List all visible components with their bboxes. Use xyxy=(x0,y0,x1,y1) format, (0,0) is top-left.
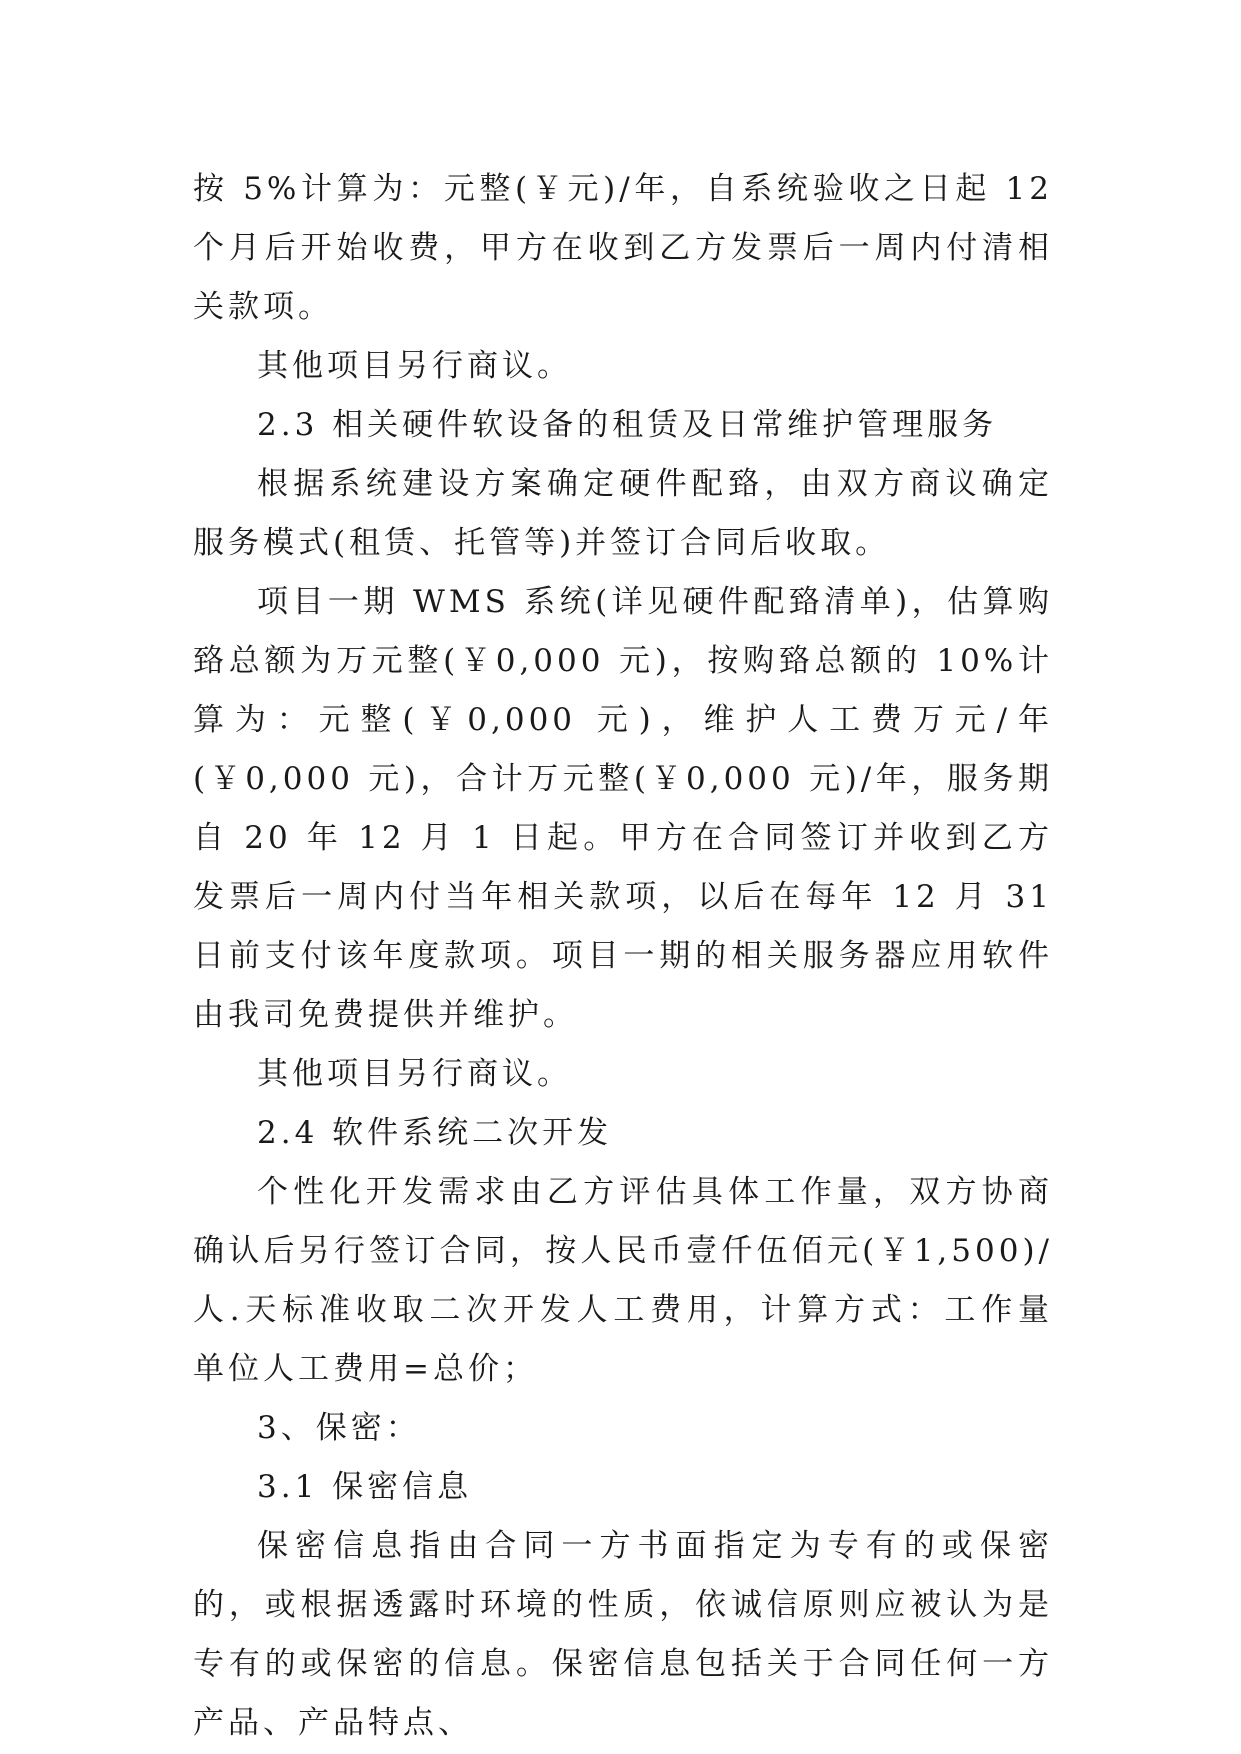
document-body xyxy=(193,160,1053,1753)
paragraph-other-projects-1: 其他项目另行商议。 xyxy=(257,348,572,384)
paragraph-custom-development: 个性化开发需求由乙方评估具体工作量，双方协商确认后另行签订合同，按人民币壹仟伍佰元(￥1,500)/人.天标准收取二次开发人工费用，计算方式：工作量 单位人工费用=总价； xyxy=(193,1174,1053,1387)
paragraph-hardware-config: 根据系统建设方案确定硬件配臵，由双方商议确定服务模式(租赁、托管等)并签订合同后收取。 xyxy=(193,466,1053,561)
paragraph-other-projects-2: 其他项目另行商议。 xyxy=(257,1056,572,1092)
section-heading-2-3: 2.3 相关硬件软设备的租赁及日常维护管理服务 xyxy=(257,407,998,443)
paragraph-wms-phase-one: 项目一期 WMS 系统(详见硬件配臵清单)，估算购臵总额为万元整(￥0,000 元)，按购臵总额的 10%计算为：元整(￥0,000 元)，维护人工费万元/年(￥0,000 元)，合计万元整(￥0,000 元)/年，服务期自 20 年 12 月 1 日起。甲方在合同签订并收到乙方发票后一周内付当年相关款项，以后在每年 12 月 31 日前支付该年度款项。项目一期的相关服务器应用软件由我司免费提供并维护。 xyxy=(193,584,1053,1033)
section-heading-3-1: 3.1 保密信息 xyxy=(257,1469,473,1505)
paragraph-confidential-definition: 保密信息指由合同一方书面指定为专有的或保密的，或根据透露时环境的性质，依诚信原则应被认为是专有的或保密的信息。保密信息包括关于合同任何一方产品、产品特点、 xyxy=(193,1528,1053,1741)
section-heading-3: 3、保密： xyxy=(257,1410,421,1446)
paragraph-fee-calculation: 按 5%计算为：元整(￥元)/年，自系统验收之日起 12 个月后开始收费，甲方在收到乙方发票后一周内付清相关款项。 xyxy=(193,171,1053,325)
section-heading-2-4: 2.4 软件系统二次开发 xyxy=(257,1115,613,1151)
